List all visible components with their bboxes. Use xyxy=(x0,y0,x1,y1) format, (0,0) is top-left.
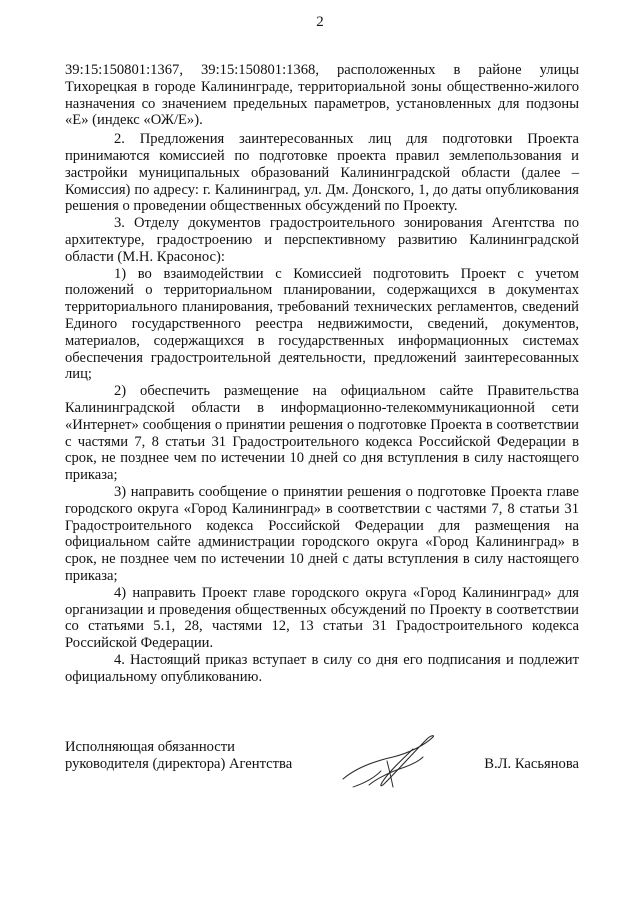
signatory-position xyxy=(65,739,365,773)
paragraph-item-3-1: 1) во взаимодействии с Комиссией подготовить Проект с учетом положений о территориальном планировании, содержащихся в документах территориального планирования, требований технических регламентов, сведений Единого государственного реестра недвижимости, сведений, документов, материалов, содержащихся в государственных информационных системах обеспечения градостроительной деятельности, предложений заинтересованных лиц; xyxy=(65,265,579,383)
paragraph-item-4: 4. Настоящий приказ вступает в силу со дня его подписания и подлежит официальному опубликованию. xyxy=(65,651,579,685)
signatory-name: В.Л. Касьянова xyxy=(484,756,579,772)
paragraph-item-3-2: 2) обеспечить размещение на официальном сайте Правительства Калининградской области в информационно-телекоммуникационной сети «Интернет» сообщения о принятии решения о подготовке Проекта в соответствии с частями 7, 8 статьи 31 Градостроительного кодекса Российской Федерации в срок, не позднее чем по истечении 10 дней со дня вступления в силу настоящего приказа; xyxy=(65,383,579,484)
paragraph-item-2: 2. Предложения заинтересованных лиц для подготовки Проекта принимаются комиссией по подготовке проекта правил землепользования и застройки муниципальных образований Калининградской области (далее – Комиссия) по адресу: г. Калининград, ул. Дм. Донского, 1, до даты опубликования решения о проведении общественных обсуждений по Проекту. xyxy=(65,131,579,215)
paragraph-item-3-4: 4) направить Проект главе городского округа «Город Калининград» для организации и проведения общественных обсуждений по Проекту в соответствии со статьями 5.1, 28, частями 12, 13 статьи 31 Градостроительного кодекса Российской Федерации. xyxy=(65,584,579,652)
paragraph-continuation: 39:15:150801:1367, 39:15:150801:1368, расположенных в районе улицы Тихорецкая в городе Калининграде, территориальной зоны общественно-жилого назначения со значением предельных параметров, установленных для подзоны «Е» (индекс «ОЖ/Е»). xyxy=(65,62,579,129)
signatory-position-line-2: руководителя (директора) Агентства xyxy=(65,756,293,772)
signature-block xyxy=(65,739,579,799)
paragraph-item-3: 3. Отделу документов градостроительного зонирования Агентства по архитектуре, градостроению и перспективному развитию Калининградской области (М.Н. Красонос): xyxy=(65,215,579,265)
paragraph-item-3-3: 3) направить сообщение о принятии решения о подготовке Проекта главе городского округа «Город Калининград» в соответствии с частями 7, 8 статьи 31 Градостроительного кодекса Российской Федерации для размещения на официальном сайте администрации городского округа «Город Калининград» в срок, не позднее чем по истечении 10 дней с даты вступления в силу настоящего приказа; xyxy=(65,483,579,584)
page-number: 2 xyxy=(316,14,324,30)
handwritten-signature xyxy=(335,727,445,797)
document-body xyxy=(65,62,579,685)
signatory-position-line-1: Исполняющая обязанности xyxy=(65,739,235,755)
